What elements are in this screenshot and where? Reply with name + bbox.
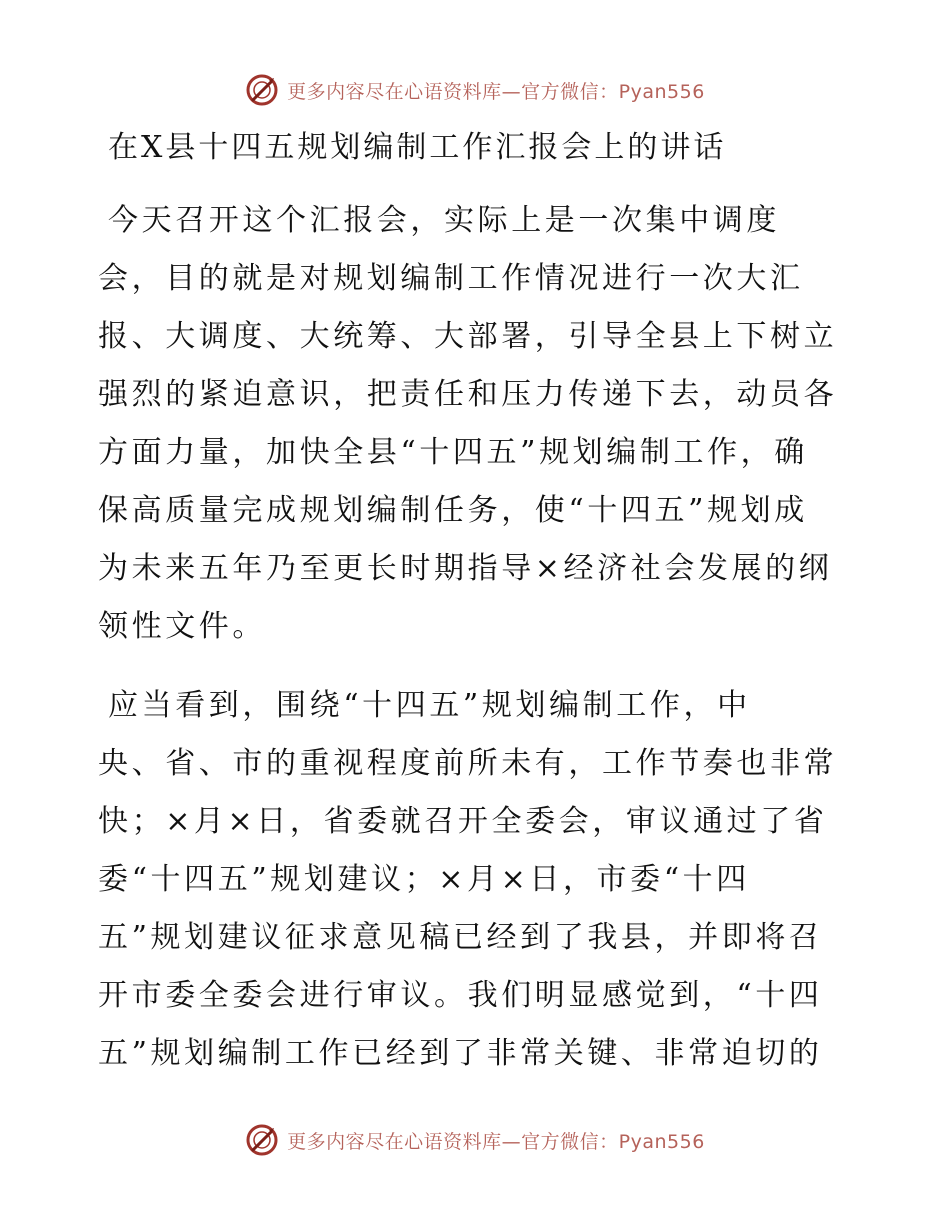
- text-line: 五”规划编制工作已经到了非常关键、非常迫切的: [98, 1036, 823, 1071]
- text-line: 保高质量完成规划编制任务，使“十四五”规划成: [98, 493, 808, 528]
- text-line: 五”规划建议征求意见稿已经到了我县，并即将召: [98, 920, 823, 955]
- watermark-text: 更多内容尽在心语资料库—官方微信：Pyan556: [287, 1130, 705, 1153]
- text-line: 强烈的紧迫意识，把责任和压力传递下去，动员各: [98, 377, 838, 412]
- text-line: 央、省、市的重视程度前所未有，工作节奏也非常: [98, 746, 838, 781]
- body-paragraph: [98, 192, 858, 656]
- text-line: 今天召开这个汇报会，实际上是一次集中调度: [108, 203, 780, 238]
- text-line: 报、大调度、大统筹、大部署，引导全县上下树立: [98, 319, 838, 354]
- page-title: 在X县十四五规划编制工作汇报会上的讲话: [108, 130, 727, 165]
- text-line: 应当看到，围绕“十四五”规划编制工作，中: [108, 688, 751, 723]
- text-line: 领性文件。: [98, 609, 266, 644]
- pen-logo-icon: [245, 73, 279, 107]
- text-line: 开市委全委会进行审议。我们明显感觉到，“十四: [98, 978, 823, 1013]
- header-watermark: [0, 70, 950, 110]
- text-line: 快；×月×日，省委就召开全委会，审议通过了省: [98, 804, 828, 839]
- text-line: 委“十四五”规划建议；×月×日，市委“十四: [98, 862, 750, 897]
- text-line: 会，目的就是对规划编制工作情况进行一次大汇: [98, 261, 804, 296]
- pen-logo-icon: [245, 1123, 279, 1157]
- footer-watermark: [0, 1120, 950, 1160]
- text-line: 方面力量，加快全县“十四五”规划编制工作，确: [98, 435, 808, 470]
- body-paragraph: [98, 677, 858, 1083]
- text-line: 为未来五年乃至更长时期指导×经济社会发展的纲: [98, 551, 833, 586]
- watermark-text: 更多内容尽在心语资料库—官方微信：Pyan556: [287, 80, 705, 103]
